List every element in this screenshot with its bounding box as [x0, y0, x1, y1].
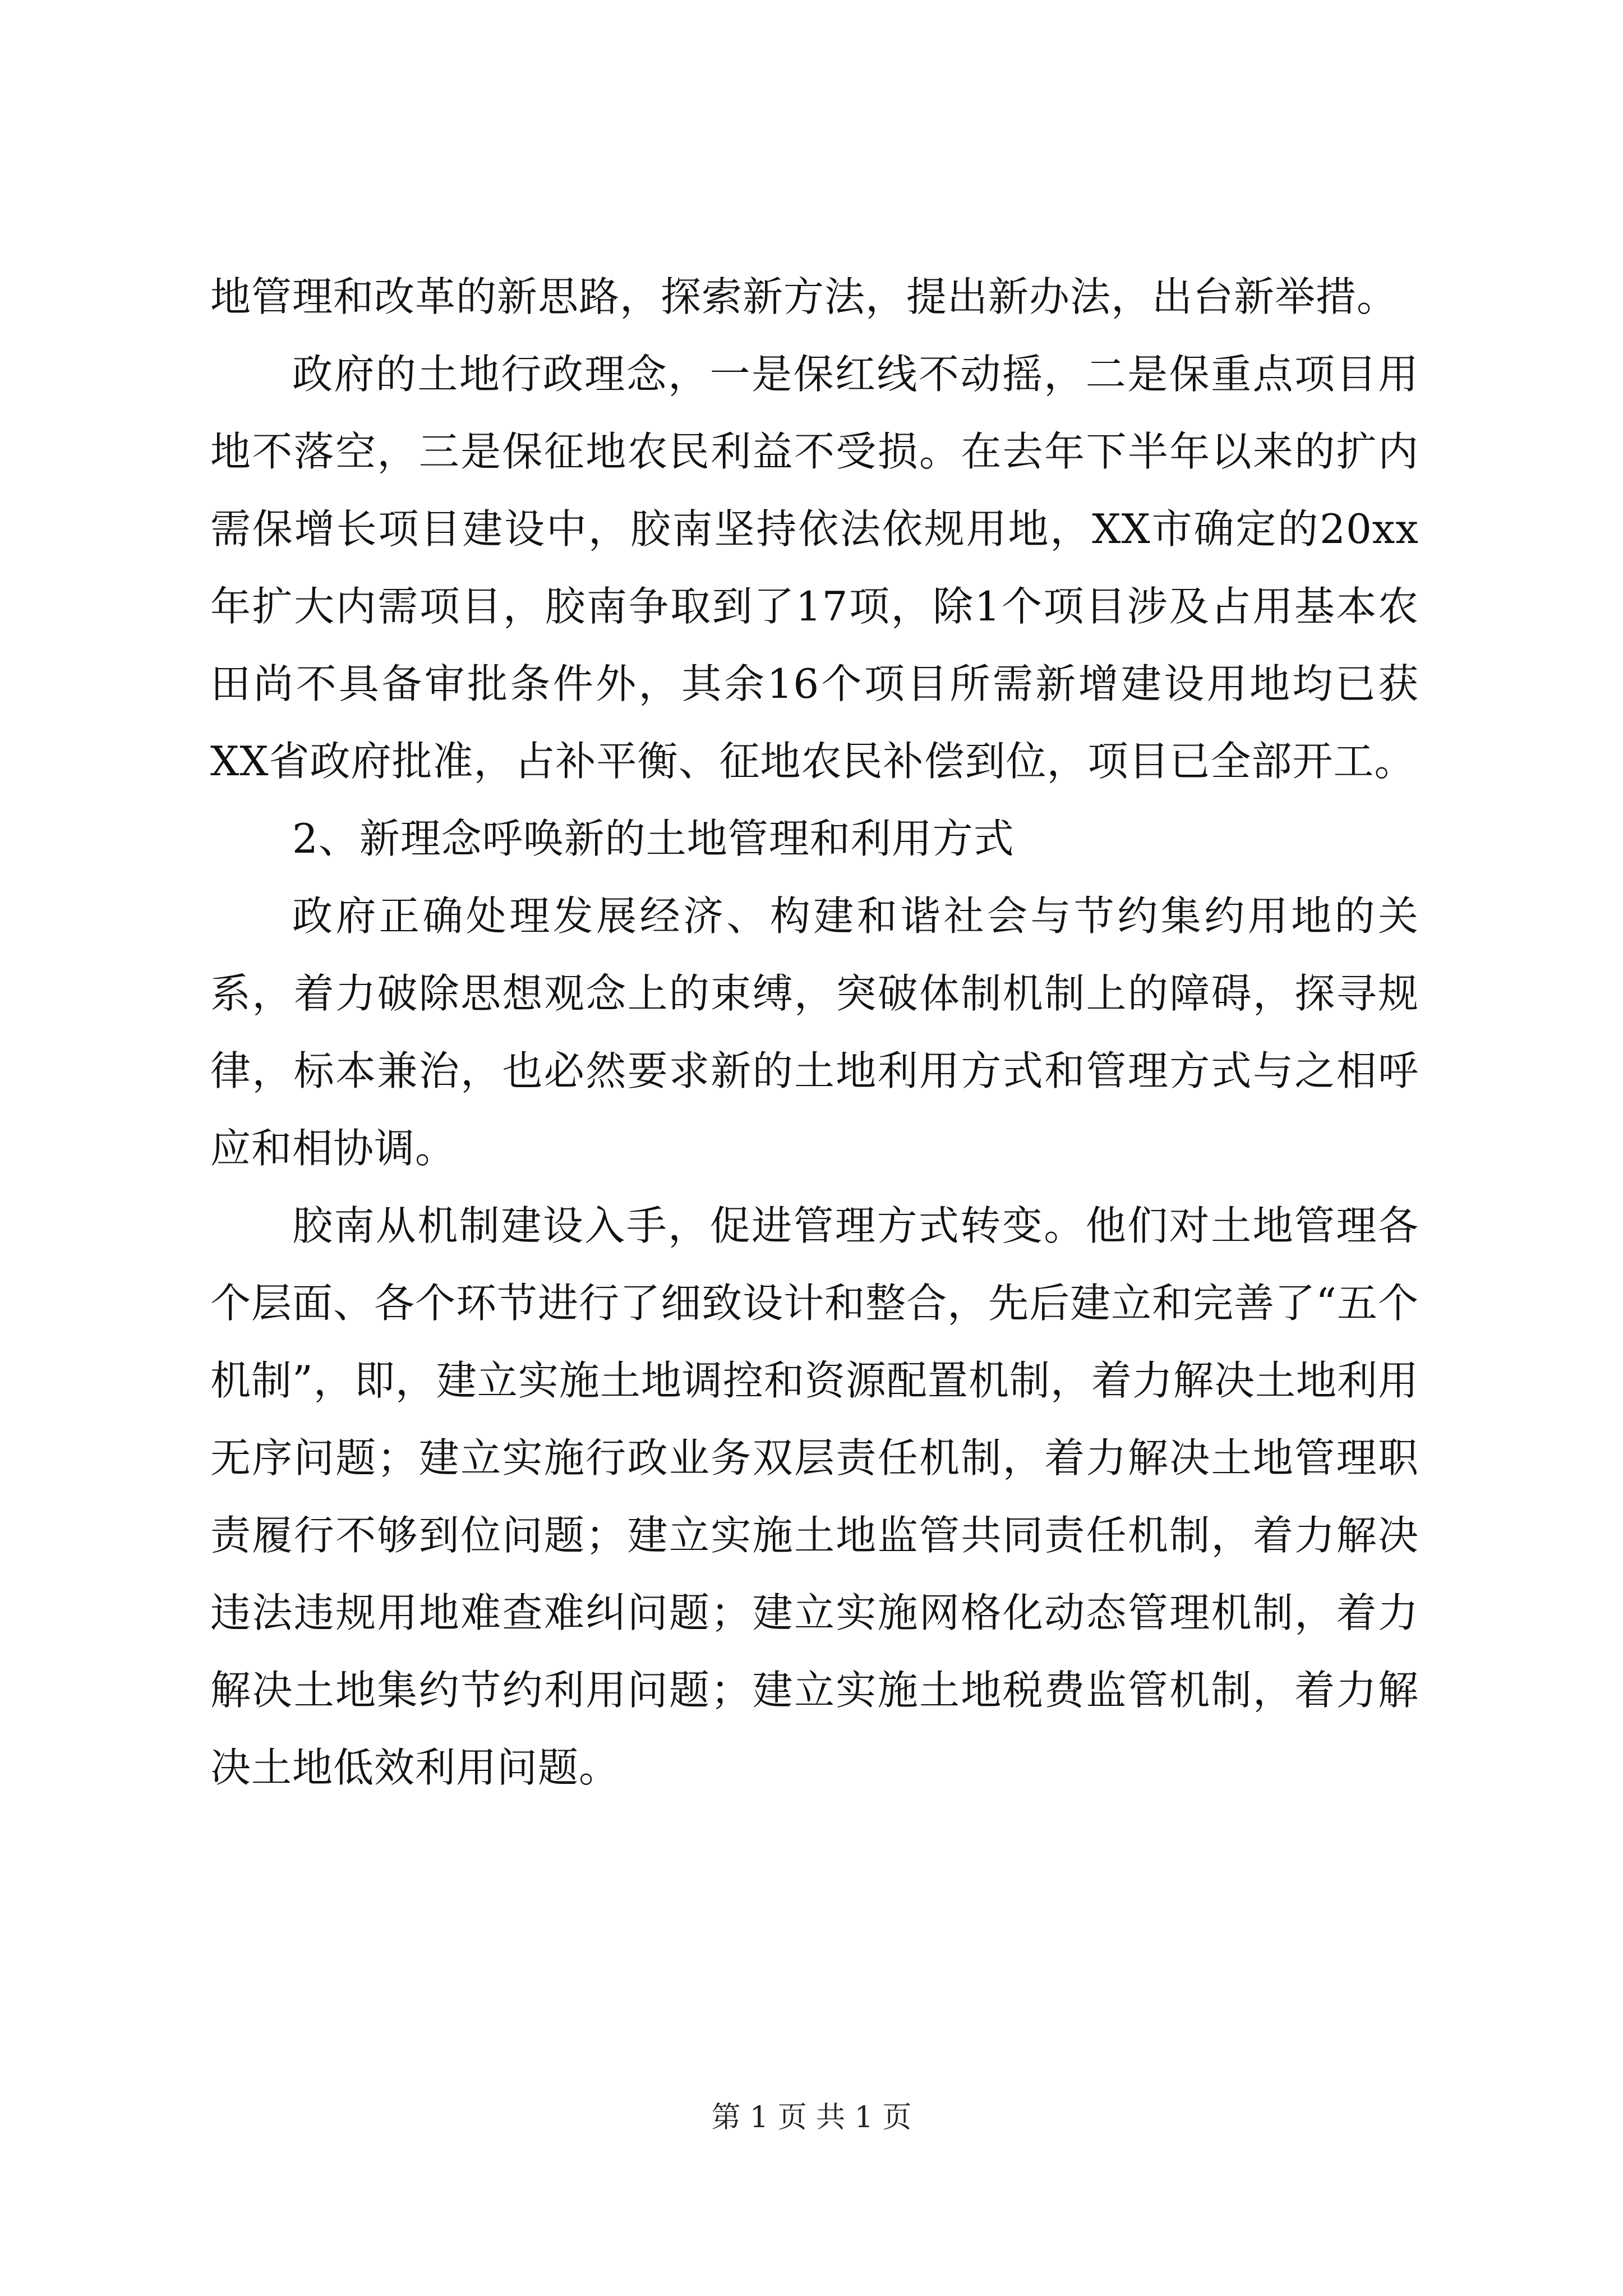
section-heading: 2、新理念呼唤新的土地管理和利用方式	[292, 815, 1015, 862]
paragraph-land-administration-concept: 政府的土地行政理念，一是保红线不动摇，二是保重点项目用地不落空，三是保征地农民利益不受损。在去年下半年以来的扩内需保增长项目建设中，胶南坚持依法依规用地，XX市确定的20xx年扩大内需项目，胶南争取到了17项，除1个项目涉及占用基本农田尚不具备审批条件外，其余16个项目所需新增建设用地均已获XX省政府批准，占补平衡、征地农民补偿到位，项目已全部开工。	[210, 351, 1419, 785]
paragraph-continuation: 地管理和改革的新思路，探索新方法，提出新办法，出台新举措。	[210, 273, 1398, 320]
page-footer: 第 1 页 共 1 页	[711, 2101, 912, 2134]
paragraph-government-handling: 政府正确处理发展经济、构建和谐社会与节约集约用地的关系，着力破除思想观念上的束缚，突破体制机制上的障碍，探寻规律，标本兼治，也必然要求新的土地利用方式和管理方式与之相呼应和相协调。	[210, 892, 1419, 1172]
paragraph-mechanism-building: 胶南从机制建设入手，促进管理方式转变。他们对土地管理各个层面、各个环节进行了细致设计和整合，先后建立和完善了“五个机制”，即，建立实施土地调控和资源配置机制，着力解决土地利用无序问题；建立实施行政业务双层责任机制，着力解决土地管理职责履行不够到位问题；建立实施土地监管共同责任机制，着力解决违法违规用地难查难纠问题；建立实施网格化动态管理机制，着力解决土地集约节约利用问题；建立实施土地税费监管机制，着力解决土地低效利用问题。	[210, 1202, 1419, 1791]
document-body	[210, 258, 1419, 1806]
